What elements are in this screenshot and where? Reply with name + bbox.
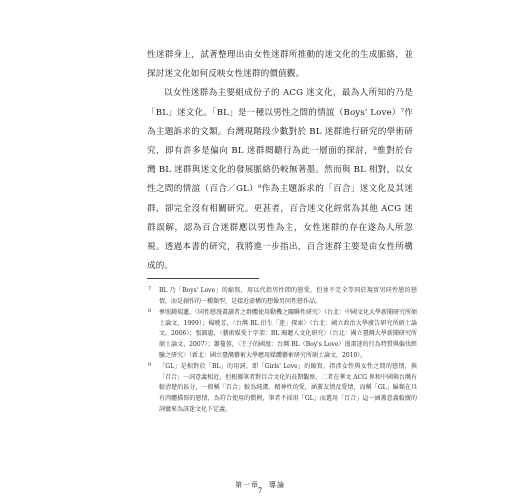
- footnote-number: 9: [148, 362, 152, 369]
- footnote-separator: [147, 278, 259, 279]
- footnote-text: BL 乃「Boys' Love」的縮寫，用以代指男性間的戀愛，但並不完全等同於現實男同性戀的戀情，而是創作的一種類型，是接近虛構的想像男同性戀作品。: [159, 287, 417, 305]
- chapter-label: 第一章: [235, 481, 259, 489]
- footnote-number: 7: [148, 286, 152, 292]
- footnote-number: 8: [148, 308, 152, 315]
- footnote-text: 參照鍾瑞蓮，〈同性戀漫畫讀者之群體使用動機之關聯性研究〉（台北：中國文化大學新聞研究所碩士論文，1999）；楊曉芳，〈台灣 BL 衍生「迷」探索〉（台北：國立政治大學廣告研究所碩士論文，2006）；張圓惠，〈藝術媒愛十字架：BL 閱聽人文化研究〉（台北：國立臺灣大學新聞研究所碩士論文，2007）；蕭蔓蓉，〈王子的國度：台灣 BL（Boy's Love）漫畫迷的行為特質與偏伐經驗之研究〉（新北：國立臺灣藝術大學應用媒體藝術研究所碩士論文，2010）。: [159, 309, 418, 359]
- body-paragraph-1: 性迷群身上，試著整理出由女性迷群所推動的迷文化的生成脈絡，並探討迷文化如何反映女性迷群的價值觀。: [147, 50, 413, 80]
- footnote-7: [147, 286, 417, 307]
- footnote-text: 「GL」是相對於「BL」的用詞，即「Girls' Love」的縮寫，指涉女性與女性之間的戀情，與「百合」一詞意義相近，但根據筆者對百合文化的長期觀察，二者在華文 ACG 界和中國與台灣有較清楚的區分，一般稱「百合」較為純潔、精神性的愛，涵蓋友情及愛情，而稱「GL」歸類在具有肉體描寫的戀情，為符合使用的慣例，筆者不採用「GL」而選用「百合」這一涵蓋意義較廣的詞彙來為該迷文化下定義。: [159, 363, 417, 413]
- main-text: [147, 46, 413, 276]
- body-paragraph-2: 以女性迷群為主要組成份子的 ACG 迷文化，最為人所知的乃是「BL」迷文化。「BL」是一種以男性之間的情誼（Boys' Love）⁷作為主題訴求的文類。台灣現階段少數對於 BL 迷群進行研究的學術研究，即有許多是偏向 BL 迷群閱聽行為此一層面的探討，⁸惟對於台灣 BL 迷群與迷文化的發展脈絡仍較無著墨。然而與 BL 相對，以女性之間的情誼（百合／GL）⁹作為主題訴求的「百合」迷文化及其迷群，卻完全沒有相關研究。更甚者，百合迷文化經常為其他 ACG 迷群誤解，認為百合迷群應以男性為主，女性迷群的存在遂為人所忽視。透過本書的研究，我將進一步指出，百合迷群主要是由女性所構成的。: [147, 88, 413, 272]
- footnotes: [147, 286, 417, 416]
- page-number: 7: [257, 487, 263, 495]
- footnote-9: [147, 362, 417, 415]
- section-label: 導論: [269, 481, 285, 489]
- footnote-8: [147, 308, 417, 361]
